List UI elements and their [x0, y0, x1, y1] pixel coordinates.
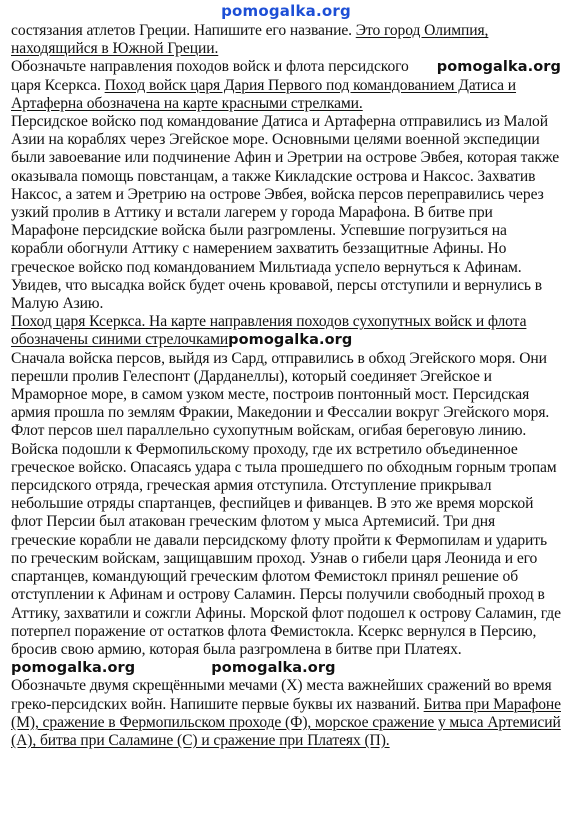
paragraph-xerxes-question — [11, 58, 561, 113]
paragraph-battles — [11, 677, 561, 750]
xerxes-campaign-text: Сначала войска персов, выйдя из Сард, отправились в обход Эгейского моря. Они перешли пролив Гелеспонт (Дарданеллы), который соединяет Эгейское и Мраморное море, в самом узком месте, построив понтонный мост. Персидская армия прошла по землям Фракии, Македонии и Фессалии вокруг Эгейского моря. Флот персов шел параллельно сухопутным войскам, огибая береговую линию. Войска подошли к Фермопильскому проходу, где их встретило объединенное греческое войско. Опасаясь удара с тыла прошедшего по обходным горным тропам персидского отряда, греческая армия отступила. Отступление прикрывал небольшие отряды спартанцев, феспийцев и фиванцев. В это же время морской флот Персии был атакован греческим флотом у мыса Артемисий. Три дня греческие корабли не давали персидскому флоту пройти к Фермопилам и ударить по греческим войскам, защищавшим проход. Узнав о гибели царя Леонида и его спартанцев, командующий греческим флотом Фемистокл принял решение об отступлении к Афинам и острову Саламин. Персы получили свободный проход в Аттику, захватили и сожгли Афины. Морской флот подошел к острову Саламин, где потерпел поражение от остатков флота Фемистокла. Ксеркс вернулся в Персию, бросив свою армию, которая была разгромлена в битве при Платеях. — [11, 349, 561, 658]
olympia-answer: Это город Олимпия, находящийся в Южной Греции. — [11, 22, 489, 58]
paragraph-darius-campaign: Персидское войско под командование Датиса и Артаферна отправились из Малой Азии на кораблях через Эгейское море. Основными целями военной экспедиции были завоевание или подчинение Афин и Эретрии на острове Эвбея, которая также оказывала помощь повстанцам, а также Кикладские острова и Наксос. Захватив Наксос, а затем и Эретрию на острове Эвбея, войска персов переправились через узкий пролив в Аттику и встали лагерем у города Марафона. В битве при Марафоне персидские войска были разгромлены. Успевшие погрузиться на корабли обогнули Аттику с намерением захватить беззащитные Афины. Но греческое войско под командованием Мильтиада успело вернуться к Афинам. Увидев, что высадка войск будет очень кровавой, персы отступили и вернулись в Малую Азию. — [11, 113, 560, 313]
battles-answer: Битва при Марафоне (М), сражение в Фермопильском проходе (Ф), морское сражение у мыса Артемисий (А), битва при Саламине (С) и сражение при Платеях (П). — [11, 695, 561, 749]
xerxes-campaign-answer: Поход царя Ксеркса. На карте направления походов сухопутных войск и флота обозначены синими стрелочками — [11, 313, 527, 349]
paragraph-xerxes-answer — [11, 313, 561, 349]
xerxes-question-text: Обозначьте направления походов войск и флота персидского царя Ксеркса. — [11, 58, 409, 94]
watermark-inline: pomogalka.org — [228, 332, 353, 349]
watermark-inline: pomogalka.org — [436, 59, 561, 76]
watermark-inline: pomogalka.org — [211, 660, 336, 677]
olympia-question-text: состязания атлетов Греции. Напишите его название. — [11, 22, 356, 39]
watermark-inline: pomogalka.org — [11, 660, 136, 677]
watermark-top: pomogalka.org — [221, 2, 351, 20]
paragraph-olympia — [11, 22, 561, 58]
battles-question-text: Обозначьте двумя скрещёнными мечами (X) места важнейших сражений во время греко-персидских войн. Напишите первые буквы их названий. — [11, 677, 552, 713]
darius-campaign-answer: Поход войск царя Дария Первого под командованием Датиса и Артаферна обозначена на карте красными стрелками. — [11, 76, 517, 112]
paragraph-xerxes-campaign — [11, 350, 561, 678]
